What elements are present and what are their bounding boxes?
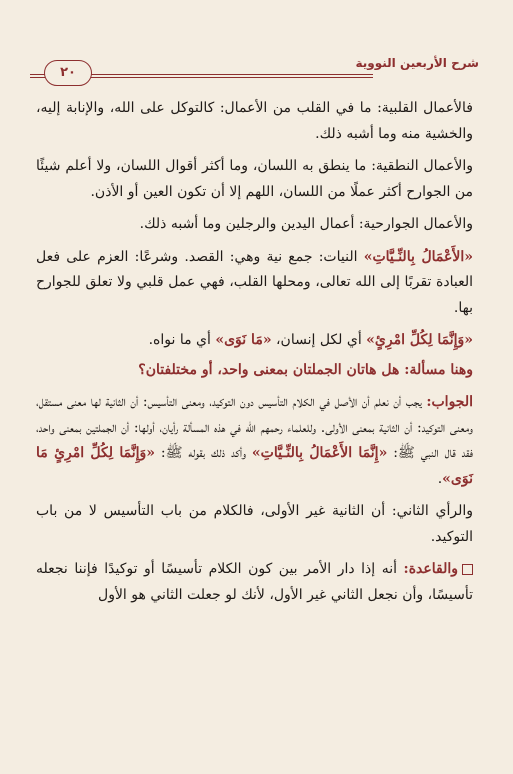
hadith-quote: «مَا نَوَى» xyxy=(215,332,272,348)
paragraph-second-opinion xyxy=(36,499,473,550)
page-number-badge: ٢٠ xyxy=(44,60,92,86)
paragraph-limb-deeds xyxy=(36,212,473,238)
paragraph-text: والرأي الثاني: أن الثانية غير الأولى، فالكلام من باب التأسيس لا من باب التوكيد. xyxy=(36,503,473,545)
paragraph-text: أي ما نواه. xyxy=(148,332,216,348)
paragraph-heart-deeds xyxy=(36,96,473,147)
book-title: شرح الأربعين النووية xyxy=(355,56,479,70)
paragraph-text: يجب أن نعلم أن الأصل في الكلام التأسيس دون التوكيد، ومعنى التأسيس: أن الثانية لها معنى مستقل، ومعنى التوكيد: أن الثانية بمعنى الأولى. وللعلماء رحمهم الله في هذه المسألة رأيان، أولها: أن الجملتين بمعنى واحد، فقد قال النبي ﷺ: xyxy=(36,394,474,461)
term-limb-deeds: والأعمال الجوارحية: xyxy=(358,216,473,232)
rule-label: والقاعدة: xyxy=(403,561,458,577)
paragraph-text: وأكد ذلك بقوله ﷺ: xyxy=(155,445,252,461)
hadith-quote: «إِنَّمَا الأَعْمَالُ بِالنِّـيَّاتِ» xyxy=(251,445,388,461)
square-bullet-icon xyxy=(462,564,473,575)
answer-label: الجواب: xyxy=(426,394,473,410)
question-heading: وهنا مسألة: هل هاتان الجملتان بمعنى واحد، أو مختلفتان؟ xyxy=(138,361,473,378)
paragraph-text: أعمال اليدين والرجلين وما أشبه ذلك. xyxy=(139,216,359,232)
hadith-quote: «الأَعْمَالُ بِالنِّـيَّاتِ» xyxy=(363,248,473,265)
paragraph-speech-deeds xyxy=(36,154,473,205)
term-heart-deeds: فالأعمال القلبية: xyxy=(377,100,474,116)
paragraph-text: ما في القلب من الأعمال: كالتوكل على الله، والإنابة إليه، والخشية منه وما أشبه ذلك. xyxy=(36,100,473,142)
paragraph-intentions xyxy=(36,245,473,322)
term-speech-deeds: والأعمال النطقية: xyxy=(371,158,473,174)
paragraph-text: أنه إذا دار الأمر بين كون الكلام تأسيسًا أو توكيدًا فإننا نجعله تأسيسًا، وأن نجعل الثاني غير الأول، لأنك لو جعلت الثاني هو الأول xyxy=(36,561,473,603)
paragraph-text: . xyxy=(437,470,443,487)
paragraph-question xyxy=(36,358,473,384)
paragraph-every-person xyxy=(36,328,473,354)
paragraph-rule xyxy=(36,557,473,608)
hadith-quote: «وَإِنَّمَا لِكُلِّ امْرِئٍ مَا نَوَى» xyxy=(36,445,473,487)
hadith-quote: «وَإِنَّمَا لِكُلِّ امْرِئٍ» xyxy=(366,332,473,348)
page-header xyxy=(30,52,483,82)
paragraph-text: النيات: جمع نية وهي: القصد. وشرعًا: العزم على فعل العبادة تقربًا إلى الله تعالى، ومحلها القلب، فهي عمل قلبي ولا تعلق للجوارح بها. xyxy=(36,248,473,316)
page-content xyxy=(36,96,473,615)
paragraph-text: ما ينطق به اللسان، وما أكثر أقوال اللسان، ولا أعلم شيئًا من الجوارح أكثر عملًا من اللسان، اللهم إلا أن تكون العين أو الأذن. xyxy=(36,158,473,200)
paragraph-text: أي لكل إنسان، xyxy=(271,332,367,348)
paragraph-answer xyxy=(36,390,473,492)
